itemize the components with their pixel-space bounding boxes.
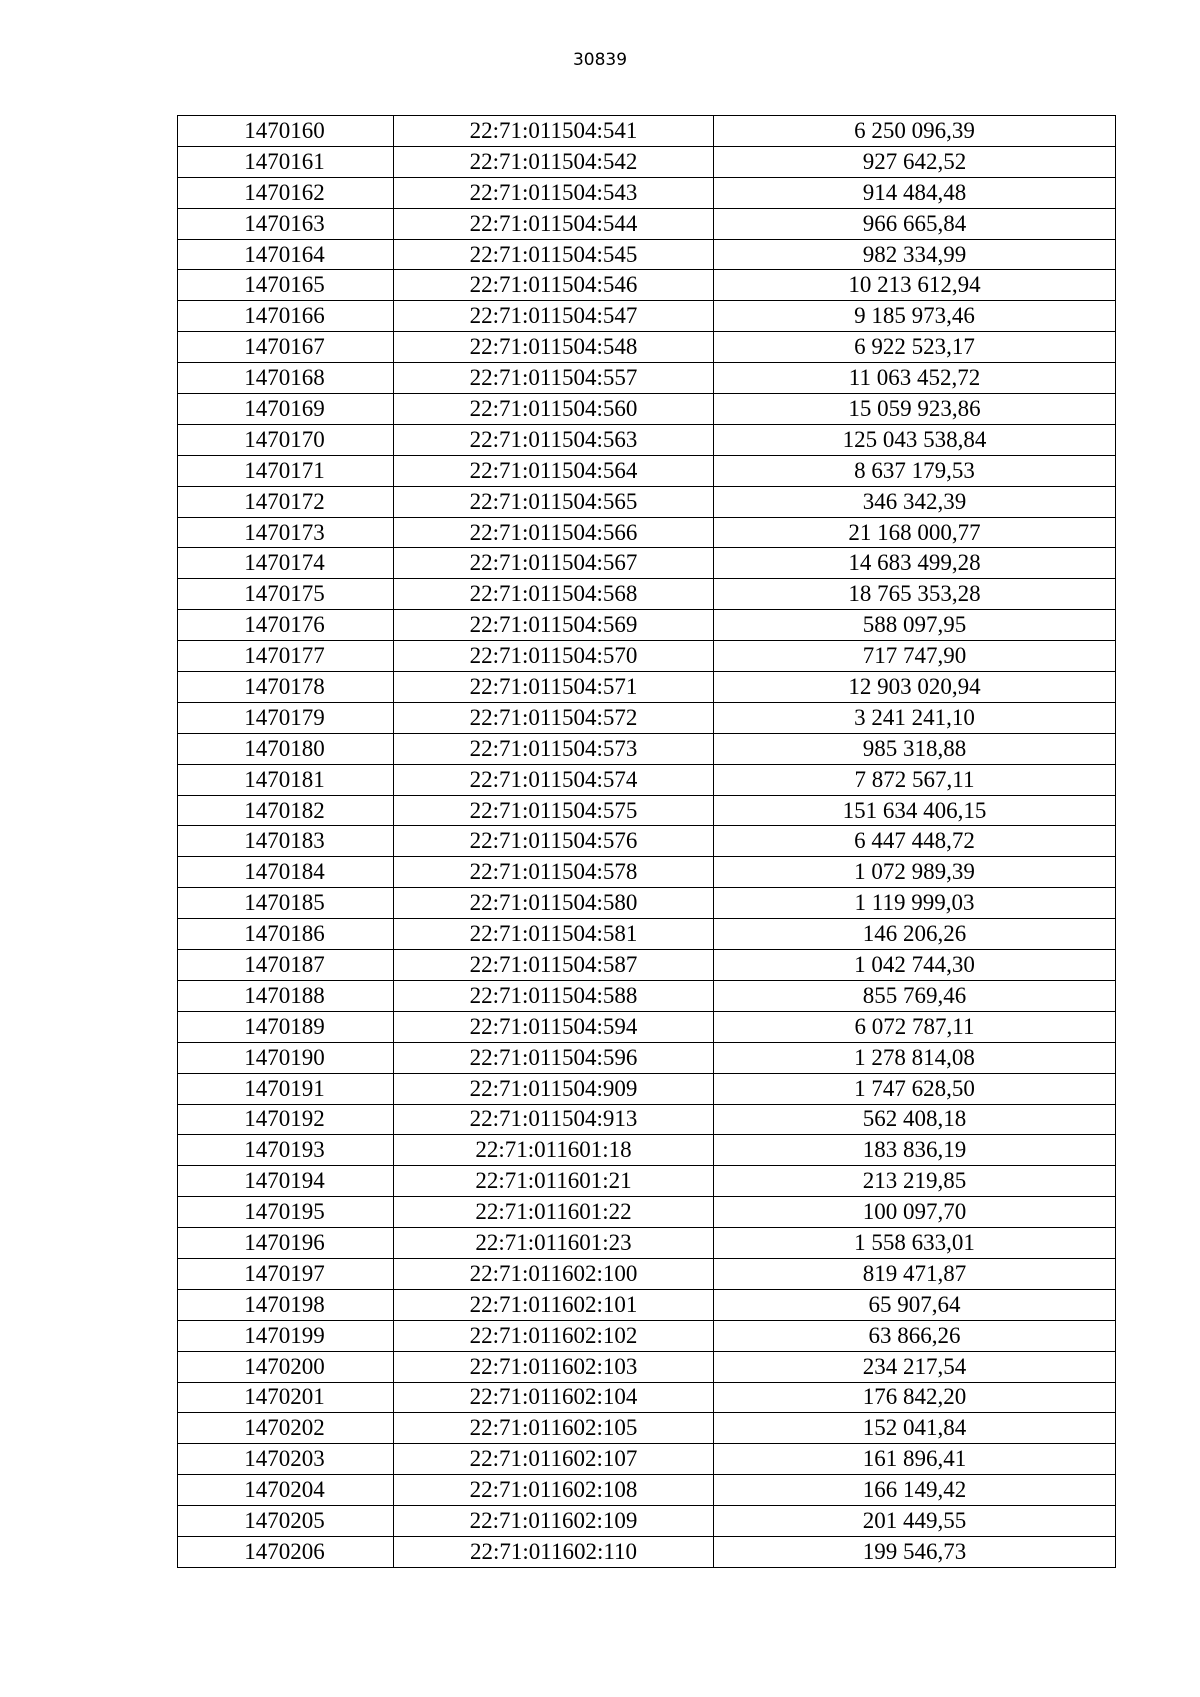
row-number-cell: 1470183 [178,826,394,857]
cadastral-number-cell: 22:71:011602:107 [394,1444,714,1475]
row-number-cell: 1470160 [178,116,394,147]
cadastral-number-cell: 22:71:011602:101 [394,1289,714,1320]
cadastral-number-cell: 22:71:011504:596 [394,1042,714,1073]
cadastral-number-cell: 22:71:011504:580 [394,888,714,919]
cadastral-number-cell: 22:71:011504:541 [394,116,714,147]
cadastral-number-cell: 22:71:011602:105 [394,1413,714,1444]
cadastral-value-cell: 914 484,48 [714,177,1116,208]
table-row [178,486,1116,517]
table-row [178,733,1116,764]
table-row [178,1382,1116,1413]
cadastral-value-cell: 3 241 241,10 [714,702,1116,733]
row-number-cell: 1470197 [178,1258,394,1289]
cadastral-value-cell: 213 219,85 [714,1166,1116,1197]
table-row [178,270,1116,301]
cadastral-value-cell: 10 213 612,94 [714,270,1116,301]
table-body [178,116,1116,1568]
table-row [178,116,1116,147]
row-number-cell: 1470199 [178,1320,394,1351]
cadastral-number-cell: 22:71:011504:545 [394,239,714,270]
cadastral-number-cell: 22:71:011602:103 [394,1351,714,1382]
cadastral-number-cell: 22:71:011601:23 [394,1228,714,1259]
table-row [178,363,1116,394]
cadastral-number-cell: 22:71:011504:594 [394,1011,714,1042]
table-row [178,424,1116,455]
row-number-cell: 1470176 [178,610,394,641]
cadastral-value-cell: 1 072 989,39 [714,857,1116,888]
row-number-cell: 1470166 [178,301,394,332]
cadastral-value-cell: 11 063 452,72 [714,363,1116,394]
cadastral-value-cell: 21 168 000,77 [714,517,1116,548]
table-row [178,1073,1116,1104]
cadastral-number-cell: 22:71:011504:546 [394,270,714,301]
table-row [178,980,1116,1011]
cadastral-value-cell: 985 318,88 [714,733,1116,764]
cadastral-value-cell: 146 206,26 [714,919,1116,950]
page-number: 30839 [572,50,628,70]
row-number-cell: 1470163 [178,208,394,239]
cadastral-value-cell: 8 637 179,53 [714,455,1116,486]
cadastral-number-cell: 22:71:011504:543 [394,177,714,208]
cadastral-number-cell: 22:71:011504:544 [394,208,714,239]
row-number-cell: 1470193 [178,1135,394,1166]
cadastral-value-cell: 1 119 999,03 [714,888,1116,919]
cadastral-value-cell: 1 042 744,30 [714,950,1116,981]
row-number-cell: 1470192 [178,1104,394,1135]
cadastral-value-cell: 1 558 633,01 [714,1228,1116,1259]
cadastral-value-cell: 588 097,95 [714,610,1116,641]
table-row [178,1166,1116,1197]
table-row [178,177,1116,208]
row-number-cell: 1470198 [178,1289,394,1320]
row-number-cell: 1470177 [178,641,394,672]
row-number-cell: 1470194 [178,1166,394,1197]
table-row [178,1444,1116,1475]
table-row [178,857,1116,888]
cadastral-value-cell: 166 149,42 [714,1475,1116,1506]
cadastral-number-cell: 22:71:011504:572 [394,702,714,733]
row-number-cell: 1470190 [178,1042,394,1073]
table-row [178,394,1116,425]
cadastral-value-cell: 6 250 096,39 [714,116,1116,147]
cadastral-number-cell: 22:71:011601:21 [394,1166,714,1197]
cadastral-value-cell: 6 072 787,11 [714,1011,1116,1042]
cadastral-value-cell: 855 769,46 [714,980,1116,1011]
table-row [178,826,1116,857]
cadastral-number-cell: 22:71:011504:567 [394,548,714,579]
row-number-cell: 1470201 [178,1382,394,1413]
table-row [178,610,1116,641]
cadastral-number-cell: 22:71:011504:909 [394,1073,714,1104]
row-number-cell: 1470189 [178,1011,394,1042]
cadastral-value-cell: 6 447 448,72 [714,826,1116,857]
row-number-cell: 1470170 [178,424,394,455]
cadastral-number-cell: 22:71:011504:542 [394,146,714,177]
cadastral-number-cell: 22:71:011601:18 [394,1135,714,1166]
table-row [178,579,1116,610]
cadastral-number-cell: 22:71:011504:578 [394,857,714,888]
cadastral-number-cell: 22:71:011601:22 [394,1197,714,1228]
table-row [178,1104,1116,1135]
cadastral-number-cell: 22:71:011602:110 [394,1536,714,1567]
cadastral-number-cell: 22:71:011602:104 [394,1382,714,1413]
row-number-cell: 1470180 [178,733,394,764]
row-number-cell: 1470168 [178,363,394,394]
table-row [178,548,1116,579]
table-row [178,1228,1116,1259]
cadastral-number-cell: 22:71:011504:564 [394,455,714,486]
row-number-cell: 1470204 [178,1475,394,1506]
table-row [178,301,1116,332]
cadastral-value-cell: 100 097,70 [714,1197,1116,1228]
table-row [178,888,1116,919]
cadastral-value-cell: 982 334,99 [714,239,1116,270]
cadastral-number-cell: 22:71:011602:100 [394,1258,714,1289]
table-row [178,146,1116,177]
row-number-cell: 1470185 [178,888,394,919]
table-row [178,950,1116,981]
table-row [178,1475,1116,1506]
cadastral-value-cell: 966 665,84 [714,208,1116,239]
cadastral-number-cell: 22:71:011504:565 [394,486,714,517]
row-number-cell: 1470175 [178,579,394,610]
table-row [178,672,1116,703]
table-row [178,1506,1116,1537]
row-number-cell: 1470200 [178,1351,394,1382]
table-row [178,1011,1116,1042]
row-number-cell: 1470173 [178,517,394,548]
table-row [178,1197,1116,1228]
cadastral-number-cell: 22:71:011504:557 [394,363,714,394]
cadastral-number-cell: 22:71:011504:573 [394,733,714,764]
cadastral-value-cell: 927 642,52 [714,146,1116,177]
row-number-cell: 1470161 [178,146,394,177]
row-number-cell: 1470164 [178,239,394,270]
cadastral-number-cell: 22:71:011504:568 [394,579,714,610]
row-number-cell: 1470195 [178,1197,394,1228]
cadastral-value-cell: 346 342,39 [714,486,1116,517]
table-row [178,208,1116,239]
table-row [178,517,1116,548]
row-number-cell: 1470179 [178,702,394,733]
cadastral-value-cell: 199 546,73 [714,1536,1116,1567]
cadastral-number-cell: 22:71:011602:109 [394,1506,714,1537]
cadastral-value-cell: 1 278 814,08 [714,1042,1116,1073]
cadastral-value-cell: 65 907,64 [714,1289,1116,1320]
cadastral-value-cell: 7 872 567,11 [714,764,1116,795]
table-row [178,1413,1116,1444]
cadastral-value-cell: 14 683 499,28 [714,548,1116,579]
row-number-cell: 1470188 [178,980,394,1011]
cadastral-value-cell: 152 041,84 [714,1413,1116,1444]
row-number-cell: 1470172 [178,486,394,517]
cadastral-value-cell: 6 922 523,17 [714,332,1116,363]
cadastral-table-container [177,115,1115,1568]
cadastral-value-cell: 183 836,19 [714,1135,1116,1166]
table-row [178,239,1116,270]
row-number-cell: 1470182 [178,795,394,826]
row-number-cell: 1470202 [178,1413,394,1444]
cadastral-number-cell: 22:71:011504:581 [394,919,714,950]
cadastral-number-cell: 22:71:011504:570 [394,641,714,672]
row-number-cell: 1470174 [178,548,394,579]
cadastral-value-cell: 234 217,54 [714,1351,1116,1382]
row-number-cell: 1470169 [178,394,394,425]
table-row [178,919,1116,950]
cadastral-value-cell: 15 059 923,86 [714,394,1116,425]
cadastral-number-cell: 22:71:011504:571 [394,672,714,703]
cadastral-number-cell: 22:71:011504:547 [394,301,714,332]
row-number-cell: 1470162 [178,177,394,208]
cadastral-number-cell: 22:71:011504:587 [394,950,714,981]
cadastral-number-cell: 22:71:011602:102 [394,1320,714,1351]
row-number-cell: 1470191 [178,1073,394,1104]
table-row [178,702,1116,733]
cadastral-number-cell: 22:71:011504:575 [394,795,714,826]
cadastral-value-cell: 1 747 628,50 [714,1073,1116,1104]
row-number-cell: 1470167 [178,332,394,363]
row-number-cell: 1470187 [178,950,394,981]
cadastral-value-cell: 819 471,87 [714,1258,1116,1289]
row-number-cell: 1470184 [178,857,394,888]
cadastral-value-cell: 63 866,26 [714,1320,1116,1351]
cadastral-value-cell: 562 408,18 [714,1104,1116,1135]
row-number-cell: 1470196 [178,1228,394,1259]
cadastral-number-cell: 22:71:011504:563 [394,424,714,455]
cadastral-value-cell: 151 634 406,15 [714,795,1116,826]
table-row [178,641,1116,672]
cadastral-number-cell: 22:71:011504:569 [394,610,714,641]
cadastral-number-cell: 22:71:011504:548 [394,332,714,363]
cadastral-number-cell: 22:71:011504:566 [394,517,714,548]
cadastral-number-cell: 22:71:011504:576 [394,826,714,857]
table-row [178,1320,1116,1351]
cadastral-number-cell: 22:71:011504:560 [394,394,714,425]
row-number-cell: 1470205 [178,1506,394,1537]
cadastral-value-cell: 125 043 538,84 [714,424,1116,455]
row-number-cell: 1470186 [178,919,394,950]
cadastral-value-cell: 717 747,90 [714,641,1116,672]
cadastral-value-cell: 161 896,41 [714,1444,1116,1475]
table-row [178,1258,1116,1289]
table-row [178,455,1116,486]
cadastral-number-cell: 22:71:011602:108 [394,1475,714,1506]
table-row [178,332,1116,363]
table-row [178,1536,1116,1567]
row-number-cell: 1470178 [178,672,394,703]
cadastral-value-cell: 9 185 973,46 [714,301,1116,332]
row-number-cell: 1470181 [178,764,394,795]
cadastral-value-table [177,115,1116,1568]
table-row [178,1289,1116,1320]
cadastral-value-cell: 176 842,20 [714,1382,1116,1413]
cadastral-value-cell: 18 765 353,28 [714,579,1116,610]
row-number-cell: 1470203 [178,1444,394,1475]
row-number-cell: 1470206 [178,1536,394,1567]
table-row [178,795,1116,826]
row-number-cell: 1470171 [178,455,394,486]
table-row [178,1135,1116,1166]
cadastral-number-cell: 22:71:011504:574 [394,764,714,795]
cadastral-number-cell: 22:71:011504:588 [394,980,714,1011]
cadastral-value-cell: 201 449,55 [714,1506,1116,1537]
row-number-cell: 1470165 [178,270,394,301]
table-row [178,764,1116,795]
table-row [178,1042,1116,1073]
table-row [178,1351,1116,1382]
cadastral-value-cell: 12 903 020,94 [714,672,1116,703]
cadastral-number-cell: 22:71:011504:913 [394,1104,714,1135]
